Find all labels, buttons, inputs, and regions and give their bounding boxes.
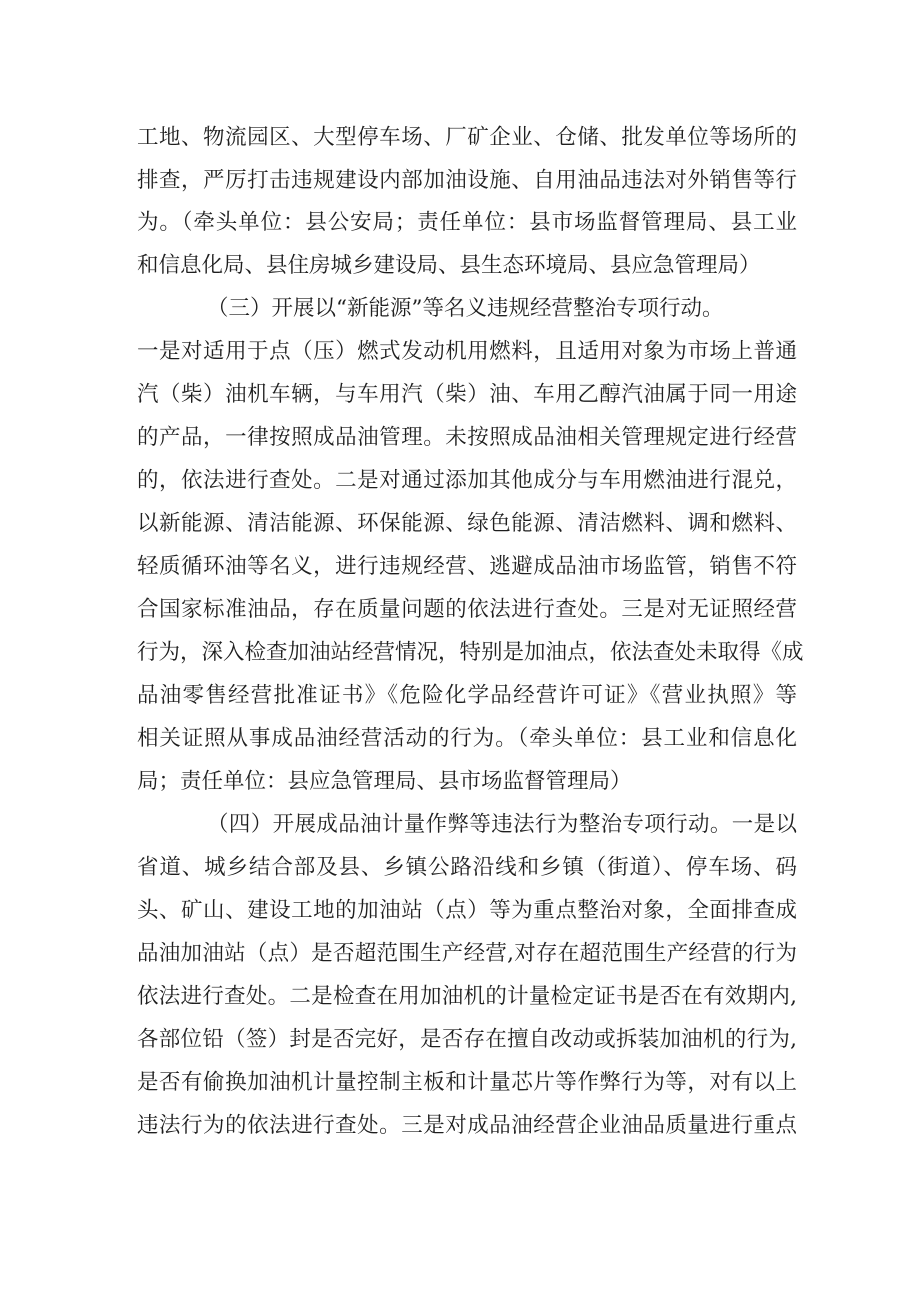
paragraph-line: 是否有偷换加油机计量控制主板和计量芯片等作弊行为等，对有以上 bbox=[137, 1070, 797, 1095]
paragraph-line: 合国家标准油品，存在质量问题的依法进行查处。三是对无证照经营 bbox=[137, 597, 797, 622]
paragraph-line: 排查，严厉打击违规建设内部加油设施、自用油品违法对外销售等行 bbox=[137, 168, 797, 193]
paragraph-line: 省道、城乡结合部及县、乡镇公路沿线和乡镇（街道）、停车场、码 bbox=[137, 855, 797, 880]
paragraph-line: 局；责任单位：县应急管理局、县市场监督管理局） bbox=[137, 769, 632, 794]
paragraph-line: 汽（柴）油机车辆，与车用汽（柴）油、车用乙醇汽油属于同一用途 bbox=[137, 382, 797, 407]
paragraph-line: 为。（牵头单位：县公安局；责任单位：县市场监督管理局、县工业 bbox=[137, 210, 797, 235]
paragraph-line: 依法进行查处。二是检查在用加油机的计量检定证书是否在有效期内, bbox=[137, 984, 797, 1009]
section-heading-4: （四）开展成品油计量作弊等违法行为整治专项行动。一是以 bbox=[207, 812, 797, 837]
paragraph-line: 行为，深入检查加油站经营情况，特别是加油点，依法查处未取得《成 bbox=[137, 640, 804, 665]
paragraph-line: 相关证照从事成品油经营活动的行为。（牵头单位：县工业和信息化 bbox=[137, 726, 797, 751]
paragraph-line: 和信息化局、县住房城乡建设局、县生态环境局、县应急管理局） bbox=[137, 253, 761, 278]
paragraph-line: 的，依法进行查处。二是对通过添加其他成分与车用燃油进行混兑， bbox=[137, 468, 797, 493]
section-heading-3: （三）开展以“新能源”等名义违规经营整治专项行动。 bbox=[207, 296, 724, 321]
paragraph-line: 工地、物流园区、大型停车场、厂矿企业、仓储、批发单位等场所的 bbox=[137, 125, 797, 150]
paragraph-line: 轻质循环油等名义，进行违规经营、逃避成品油市场监管，销售不符 bbox=[137, 554, 797, 579]
paragraph-line: 一是对适用于点（压）燃式发动机用燃料，且适用对象为市场上普通 bbox=[137, 339, 797, 364]
paragraph-line: 以新能源、清洁能源、环保能源、绿色能源、清洁燃料、调和燃料、 bbox=[137, 511, 797, 536]
paragraph-line: 的产品，一律按照成品油管理。未按照成品油相关管理规定进行经营 bbox=[137, 425, 797, 450]
paragraph-line: 违法行为的依法进行查处。三是对成品油经营企业油品质量进行重点 bbox=[137, 1113, 797, 1138]
paragraph-line: 品油加油站（点）是否超范围生产经营,对存在超范围生产经营的行为 bbox=[137, 941, 797, 966]
paragraph-line: 品油零售经营批准证书》《危险化学品经营许可证》《营业执照》等 bbox=[137, 683, 797, 708]
paragraph-line: 各部位铅（签）封是否完好，是否存在擅自改动或拆装加油机的行为, bbox=[137, 1027, 797, 1052]
paragraph-line: 头、矿山、建设工地的加油站（点）等为重点整治对象，全面排查成 bbox=[137, 898, 797, 923]
